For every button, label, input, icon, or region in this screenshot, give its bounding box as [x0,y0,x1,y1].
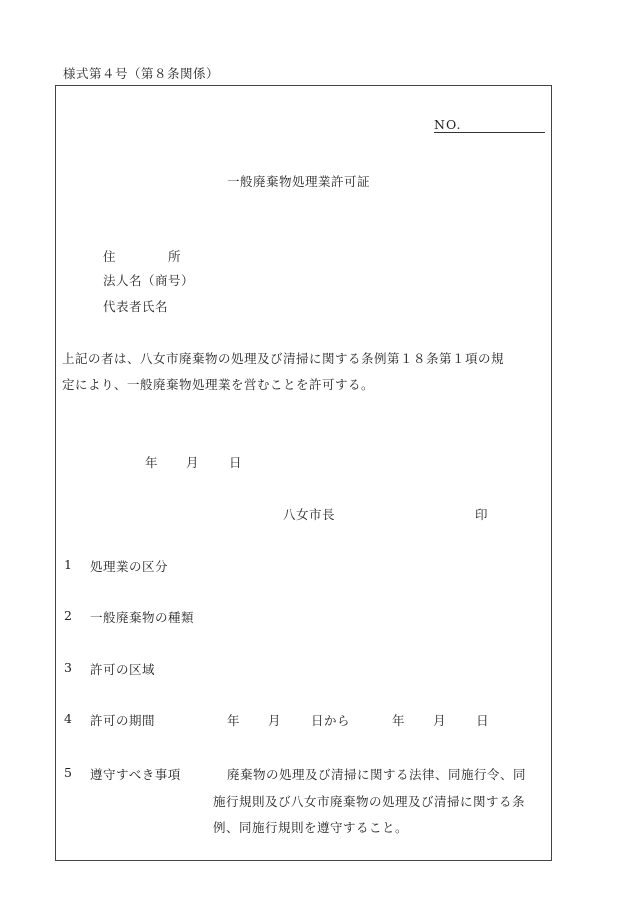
compliance-text-line-2: 施行規則及び八女市廃棄物の処理及び清掃に関する条 [213,794,526,809]
permit-period [227,711,489,729]
period-year-from: 年 [227,713,241,728]
address-label-left: 住 [103,249,117,264]
item-permit-period-label: 許可の期間 [90,713,156,728]
period-month-from: 月 [268,713,282,728]
certificate-frame [55,85,552,861]
compliance-text-line-1: 廃棄物の処理及び清掃に関する法律、同施行令、同 [227,767,527,782]
item-number: 5 [64,765,73,780]
item-permitted-area-label: 許可の区域 [90,662,156,677]
corporation-name-label: 法人名（商号） [103,273,195,288]
issue-day: 日 [229,455,243,470]
certificate-number-field [478,132,545,133]
address-label-right: 所 [168,249,182,264]
permission-statement-line-1: 上記の者は、八女市廃棄物の処理及び清掃に関する条例第１８条第１項の規 [62,351,505,366]
form-number: 様式第４号（第８条関係） [63,66,220,81]
period-day-to: 日 [476,713,490,728]
certificate-number-label: NO. [434,117,462,132]
item-waste-type-label: 一般廃棄物の種類 [90,610,195,625]
seal-mark: 印 [475,507,489,522]
issue-date [145,453,242,471]
item-number: 3 [64,660,73,675]
item-business-category-label: 処理業の区分 [90,559,169,574]
item-number: 2 [64,608,73,623]
representative-name-label: 代表者氏名 [103,299,169,314]
issue-month: 月 [186,455,200,470]
item-compliance-label: 遵守すべき事項 [90,767,181,782]
permission-statement-line-2: 定により、一般廃棄物処理業を営むことを許可する。 [62,377,375,392]
issue-year: 年 [145,455,159,470]
address-label [103,247,181,265]
period-month-to: 月 [433,713,447,728]
item-number: 1 [64,557,73,572]
certificate-number-underline [434,132,478,133]
document-title: 一般廃棄物処理業許可証 [227,174,371,189]
period-year-to: 年 [392,713,406,728]
issuer-name: 八女市長 [283,507,336,522]
compliance-text-line-3: 例、同施行規則を遵守すること。 [213,820,409,835]
item-number: 4 [64,711,73,726]
period-day-from: 日から [311,713,351,728]
